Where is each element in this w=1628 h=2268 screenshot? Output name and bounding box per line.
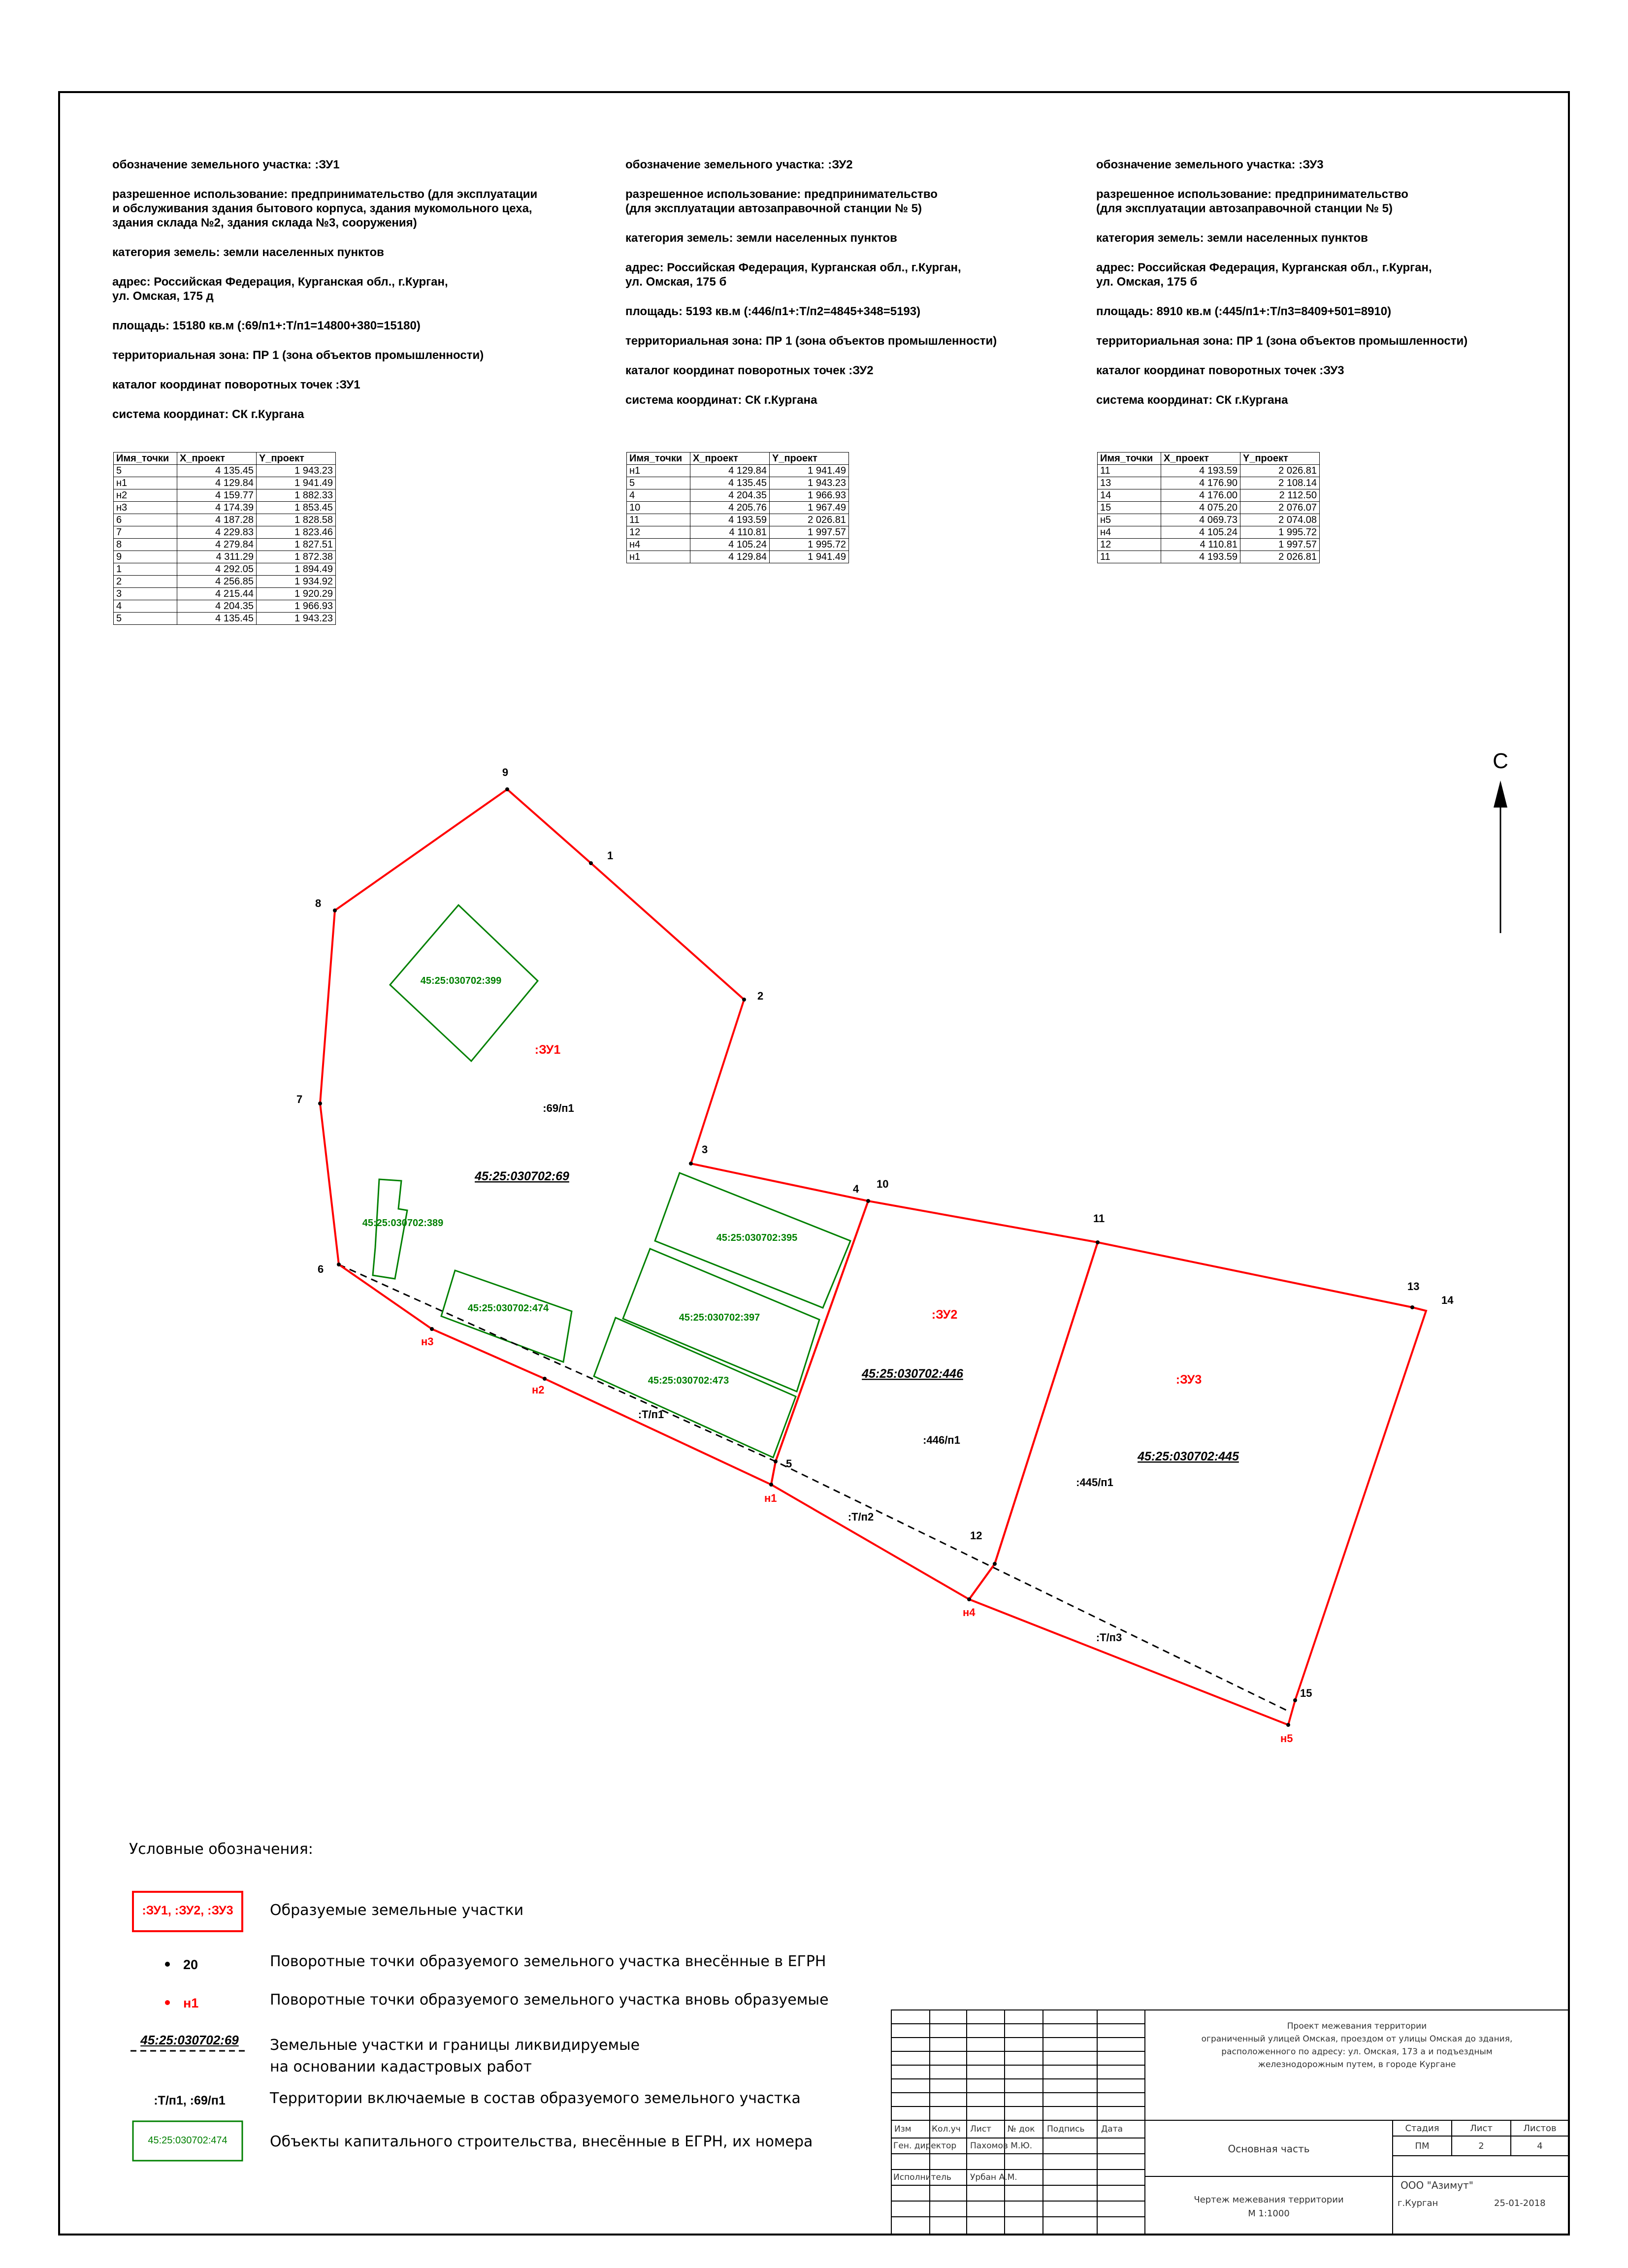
parcel-area: площадь: 15180 кв.м (:69/п1+:Т/п1=14800+380=15180) <box>112 319 421 332</box>
table-cell: 4 <box>627 489 690 502</box>
point-label: 11 <box>1093 1212 1105 1225</box>
table-cell: 1 943.23 <box>770 477 849 489</box>
legend-text-parcels: Образуемые земельные участки <box>270 1902 524 1919</box>
parcel-system: система координат: СК г.Кургана <box>625 393 817 407</box>
point-marker <box>589 861 593 865</box>
stamp-header-signature: Подпись <box>1047 2124 1085 2134</box>
sub-label-69-p1: :69/п1 <box>543 1102 574 1114</box>
stamp-header-kolich: Кол.уч <box>932 2124 961 2134</box>
table-cell: 5 <box>627 477 690 489</box>
parcel-address: адрес: Российская Федерация, Курганская обл., г.Курган, ул. Омская, 175 д <box>112 275 448 303</box>
table-cell: 1 966.93 <box>770 489 849 502</box>
building-label-399: 45:25:030702:399 <box>420 975 502 986</box>
column-header: X_проект <box>690 453 770 465</box>
table-cell: 4 129.84 <box>690 551 770 563</box>
table-cell: 13 <box>1098 477 1161 489</box>
table-cell: 4 135.45 <box>177 613 257 625</box>
table-cell: 10 <box>627 502 690 514</box>
column-header: Имя_точки <box>114 453 177 465</box>
parcel-zone: территориальная зона: ПР 1 (зона объектов промышленности) <box>1096 334 1468 348</box>
parcel-zone: территориальная зона: ПР 1 (зона объектов промышленности) <box>625 334 997 348</box>
table-cell: 15 <box>1098 502 1161 514</box>
point-label: 1 <box>607 849 614 862</box>
table-cell: 12 <box>627 526 690 539</box>
point-label: 10 <box>877 1178 889 1190</box>
table-cell: 4 193.59 <box>1161 551 1240 563</box>
table-cell: 9 <box>114 551 177 563</box>
parcel-usage: разрешенное использование: предпринимательство (для эксплуатации и обслуживания здания бытового корпуса, здания мукомольного цеха, здания склада №2, здания склада №3, сооружения) <box>112 188 538 229</box>
table-cell: 1 941.49 <box>770 465 849 477</box>
building-label-473: 45:25:030702:473 <box>648 1375 729 1386</box>
building-label-397: 45:25:030702:397 <box>679 1312 760 1323</box>
legend-symbol-new-point: н1 <box>183 1996 199 2010</box>
table-cell: 1 995.72 <box>1240 526 1320 539</box>
stamp-director-role: Ген. директор <box>893 2141 957 2151</box>
new-point-label: н1 <box>764 1492 777 1504</box>
parcel-catalog: каталог координат поворотных точек :ЗУ1 <box>112 378 360 391</box>
point-marker <box>866 1199 870 1203</box>
new-point-label: н5 <box>1280 1732 1293 1745</box>
north-label: С <box>1493 749 1508 773</box>
legend-symbol-parcels: :ЗУ1, :ЗУ2, :ЗУ3 <box>142 1904 233 1917</box>
point-marker <box>774 1459 778 1463</box>
table-cell: 1 828.58 <box>257 514 336 526</box>
table-cell: 4 193.59 <box>1161 465 1240 477</box>
parcel-zone: территориальная зона: ПР 1 (зона объектов промышленности) <box>112 349 484 362</box>
point-marker <box>689 1162 693 1166</box>
table-cell: 14 <box>1098 489 1161 502</box>
parcel-area: площадь: 8910 кв.м (:445/п1+:Т/п3=8409+501=8910) <box>1096 305 1392 318</box>
stamp-sheet: 2 <box>1478 2141 1484 2151</box>
table-cell: 1 920.29 <box>257 588 336 600</box>
building-label-395: 45:25:030702:395 <box>716 1232 798 1243</box>
stamp-sheets-label: Листов <box>1523 2123 1557 2134</box>
legend-symbol-cadastral: 45:25:030702:69 <box>140 2033 239 2047</box>
table-cell: 1 997.57 <box>1240 539 1320 551</box>
table-cell: 4 <box>114 600 177 613</box>
table-cell: н1 <box>627 465 690 477</box>
legend-existing-point-dot <box>165 1962 170 1967</box>
zu2-label: :ЗУ2 <box>931 1308 958 1322</box>
point-marker <box>993 1562 997 1566</box>
cad-label-446: 45:25:030702:446 <box>862 1367 963 1381</box>
table-cell: н3 <box>114 502 177 514</box>
table-cell: 1 943.23 <box>257 613 336 625</box>
point-marker <box>318 1102 322 1105</box>
legend-symbol-buildings: 45:25:030702:474 <box>148 2135 228 2146</box>
legend-text-territories: Территории включаемые в состав образуемого земельного участка <box>270 2090 801 2107</box>
point-marker <box>430 1327 434 1331</box>
point-label: 4 <box>853 1183 859 1195</box>
table-cell: 1 995.72 <box>770 539 849 551</box>
point-marker <box>1293 1698 1297 1702</box>
parcel-category: категория земель: земли населенных пунктов <box>625 231 897 245</box>
table-cell: 2 112.50 <box>1240 489 1320 502</box>
stamp-director-name: Пахомов М.Ю. <box>970 2141 1033 2151</box>
table-cell: 4 311.29 <box>177 551 257 563</box>
point-label: 15 <box>1300 1687 1312 1699</box>
legend-title: Условные обозначения: <box>129 1841 313 1858</box>
parcel-designation: обозначение земельного участка: :ЗУ3 <box>1096 158 1324 171</box>
stamp-executor-name: Урбан А.М. <box>970 2172 1017 2182</box>
table-cell: 1 882.33 <box>257 489 336 502</box>
north-arrow-head <box>1494 780 1507 808</box>
point-label: 14 <box>1441 1294 1454 1306</box>
table-cell: 12 <box>1098 539 1161 551</box>
point-marker <box>1096 1240 1100 1244</box>
sub-label-t-p1: :Т/п1 <box>638 1408 664 1421</box>
table-cell: н4 <box>1098 526 1161 539</box>
table-cell: 8 <box>114 539 177 551</box>
sub-labels <box>543 1102 1122 1644</box>
table-cell: 11 <box>627 514 690 526</box>
stamp-sheet-label: Лист <box>1470 2123 1493 2134</box>
point-marker <box>967 1597 971 1601</box>
parcel-zu1-outline <box>320 789 868 1485</box>
table-cell: 4 205.76 <box>690 502 770 514</box>
column-header: Имя_точки <box>1098 453 1161 465</box>
title-block <box>890 2009 1570 2236</box>
stamp-header-date: Дата <box>1101 2124 1123 2134</box>
point-marker <box>337 1263 341 1266</box>
parcel-system: система координат: СК г.Кургана <box>1096 393 1288 407</box>
table-cell: 4 204.35 <box>690 489 770 502</box>
table-cell: 5 <box>114 613 177 625</box>
stamp-city: г.Курган <box>1398 2198 1438 2208</box>
cad-labels <box>474 1169 1239 1463</box>
building-389-outline <box>373 1179 407 1279</box>
point-marker <box>769 1483 773 1487</box>
stamp-header-doc: № док <box>1008 2124 1035 2134</box>
table-cell: н1 <box>627 551 690 563</box>
table-cell: 4 075.20 <box>1161 502 1240 514</box>
point-label: 13 <box>1407 1280 1420 1293</box>
table-cell: 4 229.83 <box>177 526 257 539</box>
table-cell: 4 135.45 <box>177 465 257 477</box>
column-header: Y_проект <box>1240 453 1320 465</box>
parcel-catalog: каталог координат поворотных точек :ЗУ2 <box>625 364 874 377</box>
stamp-executor-role: Исполнитель <box>893 2172 951 2182</box>
building-474-outline <box>441 1270 572 1362</box>
stamp-header-list: Лист <box>970 2124 992 2134</box>
table-cell: 6 <box>114 514 177 526</box>
stamp-stage: ПМ <box>1415 2141 1430 2151</box>
table-cell: 11 <box>1098 551 1161 563</box>
parcel-designation: обозначение земельного участка: :ЗУ1 <box>112 158 340 171</box>
table-cell: 1 872.38 <box>257 551 336 563</box>
point-marker <box>742 998 746 1002</box>
column-header: Y_проект <box>770 453 849 465</box>
point-label: 12 <box>970 1529 982 1542</box>
parcel-usage: разрешенное использование: предпринимательство (для эксплуатации автозаправочной станции № 5) <box>625 188 938 215</box>
table-cell: 3 <box>114 588 177 600</box>
sub-label-t-p2: :Т/п2 <box>847 1511 874 1523</box>
new-point-label: н4 <box>963 1606 976 1619</box>
parcel-area: площадь: 5193 кв.м (:446/п1+:Т/п2=4845+348=5193) <box>625 305 921 318</box>
stamp-date: 25-01-2018 <box>1494 2198 1546 2208</box>
column-header: Y_проект <box>257 453 336 465</box>
column-header: Имя_точки <box>627 453 690 465</box>
table-cell: 4 105.24 <box>1161 526 1240 539</box>
point-labels <box>296 766 1454 1699</box>
point-marker <box>543 1377 547 1381</box>
table-cell: 2 074.08 <box>1240 514 1320 526</box>
parcel-catalog: каталог координат поворотных точек :ЗУ3 <box>1096 364 1344 377</box>
table-cell: 2 026.81 <box>1240 465 1320 477</box>
table-cell: 1 853.45 <box>257 502 336 514</box>
table-cell: 4 110.81 <box>1161 539 1240 551</box>
table-cell: 4 069.73 <box>1161 514 1240 526</box>
stamp-header-izm: Изм <box>894 2124 912 2134</box>
table-cell: 4 279.84 <box>177 539 257 551</box>
point-label: 3 <box>702 1143 708 1156</box>
table-cell: 4 204.35 <box>177 600 257 613</box>
table-cell: 1 997.57 <box>770 526 849 539</box>
table-cell: 1 941.49 <box>770 551 849 563</box>
sub-label-446-p1: :446/п1 <box>923 1434 960 1446</box>
parcel-zu3-outline <box>969 1242 1426 1725</box>
building-label-389: 45:25:030702:389 <box>362 1218 444 1229</box>
point-marker <box>1286 1723 1290 1727</box>
legend-text-new-point: Поворотные точки образуемого земельного участка вновь образуемые <box>270 1991 829 2009</box>
parcel-designation: обозначение земельного участка: :ЗУ2 <box>625 158 853 171</box>
column-header: X_проект <box>177 453 257 465</box>
table-cell: 4 159.77 <box>177 489 257 502</box>
table-cell: 5 <box>114 465 177 477</box>
cad-label-69: 45:25:030702:69 <box>475 1169 569 1183</box>
table-cell: 1 967.49 <box>770 502 849 514</box>
stamp-company: ООО "Азимут" <box>1400 2179 1473 2191</box>
legend-text-buildings: Объекты капитального строительства, внесённые в ЕГРН, их номера <box>270 2133 813 2150</box>
point-label: 6 <box>318 1263 324 1275</box>
point-label: 9 <box>502 766 509 778</box>
legend-new-point-dot <box>165 2000 170 2005</box>
stamp-sheets: 4 <box>1537 2141 1543 2151</box>
table-cell: 4 110.81 <box>690 526 770 539</box>
stamp-project-title: Проект межевания территории ограниченный улицей Омская, проездом от улицы Омская до здания, расположенного по адресу: ул. Омская, 173 а и подъездным железнодорожным путем, в городе Кургане <box>1201 2021 1513 2070</box>
table-cell: 2 076.07 <box>1240 502 1320 514</box>
zu1-label: :ЗУ1 <box>534 1043 561 1057</box>
parcel-category: категория земель: земли населенных пунктов <box>112 246 384 259</box>
table-cell: 4 215.44 <box>177 588 257 600</box>
point-marker <box>1410 1305 1414 1309</box>
cad-label-445: 45:25:030702:445 <box>1138 1450 1239 1463</box>
zu3-label: :ЗУ3 <box>1175 1373 1202 1387</box>
table-cell: н5 <box>1098 514 1161 526</box>
table-cell: 4 176.90 <box>1161 477 1240 489</box>
table-cell: 4 187.28 <box>177 514 257 526</box>
building-473-outline <box>594 1318 796 1458</box>
table-cell: 4 174.39 <box>177 502 257 514</box>
new-point-label: н3 <box>421 1335 434 1348</box>
table-cell: 1 941.49 <box>257 477 336 489</box>
table-cell: 2 026.81 <box>1240 551 1320 563</box>
table-cell: 4 193.59 <box>690 514 770 526</box>
table-cell: 2 108.14 <box>1240 477 1320 489</box>
new-point-label: н2 <box>532 1384 545 1396</box>
parcel-system: система координат: СК г.Кургана <box>112 408 304 421</box>
table-cell: 1 966.93 <box>257 600 336 613</box>
sub-label-t-p3: :Т/п3 <box>1096 1631 1122 1644</box>
sub-label-445-p1: :445/п1 <box>1076 1476 1113 1489</box>
table-cell: н2 <box>114 489 177 502</box>
table-cell: 1 894.49 <box>257 563 336 576</box>
table-cell: 7 <box>114 526 177 539</box>
table-cell: 4 176.00 <box>1161 489 1240 502</box>
table-cell: 1 <box>114 563 177 576</box>
parcel-usage: разрешенное использование: предпринимательство (для эксплуатации автозаправочной станции № 5) <box>1096 188 1408 215</box>
point-label: 2 <box>757 990 764 1002</box>
point-label: 7 <box>296 1093 303 1105</box>
building-label-474: 45:25:030702:474 <box>467 1303 549 1314</box>
table-cell: 4 129.84 <box>690 465 770 477</box>
parcel-address: адрес: Российская Федерация, Курганская обл., г.Курган, ул. Омская, 175 б <box>625 261 961 289</box>
legend-text-cadastral: Земельные участки и границы ликвидируемые на основании кадастровых работ <box>270 2037 640 2075</box>
stamp-section: Основная часть <box>1228 2143 1310 2155</box>
table-cell: 2 <box>114 576 177 588</box>
table-cell: 4 256.85 <box>177 576 257 588</box>
point-label: 5 <box>786 1458 792 1470</box>
column-header: X_проект <box>1161 453 1240 465</box>
stamp-stage-label: Стадия <box>1405 2123 1439 2134</box>
new-point-labels <box>421 1335 1293 1745</box>
table-cell: 1 943.23 <box>257 465 336 477</box>
table-cell: 1 823.46 <box>257 526 336 539</box>
parcel-address: адрес: Российская Федерация, Курганская обл., г.Курган, ул. Омская, 175 б <box>1096 261 1432 289</box>
legend-text-existing-point: Поворотные точки образуемого земельного участка внесённые в ЕГРН <box>270 1953 826 1970</box>
table-cell: 2 026.81 <box>770 514 849 526</box>
table-cell: н4 <box>627 539 690 551</box>
legend-symbol-existing-point: 20 <box>183 1957 198 1972</box>
legend-symbol-territories: :Т/п1, :69/п1 <box>154 2094 226 2107</box>
point-marker <box>333 908 337 912</box>
point-label: 8 <box>315 897 322 909</box>
stamp-drawing-title: Чертеж межевания территории М 1:1000 <box>1194 2195 1344 2219</box>
point-marker <box>505 787 509 791</box>
table-cell: 4 105.24 <box>690 539 770 551</box>
table-cell: н1 <box>114 477 177 489</box>
table-cell: 1 934.92 <box>257 576 336 588</box>
parcels <box>320 789 1426 1725</box>
table-cell: 11 <box>1098 465 1161 477</box>
parcel-category: категория земель: земли населенных пунктов <box>1096 231 1368 245</box>
table-cell: 4 292.05 <box>177 563 257 576</box>
table-cell: 1 827.51 <box>257 539 336 551</box>
table-cell: 4 129.84 <box>177 477 257 489</box>
table-cell: 4 135.45 <box>690 477 770 489</box>
